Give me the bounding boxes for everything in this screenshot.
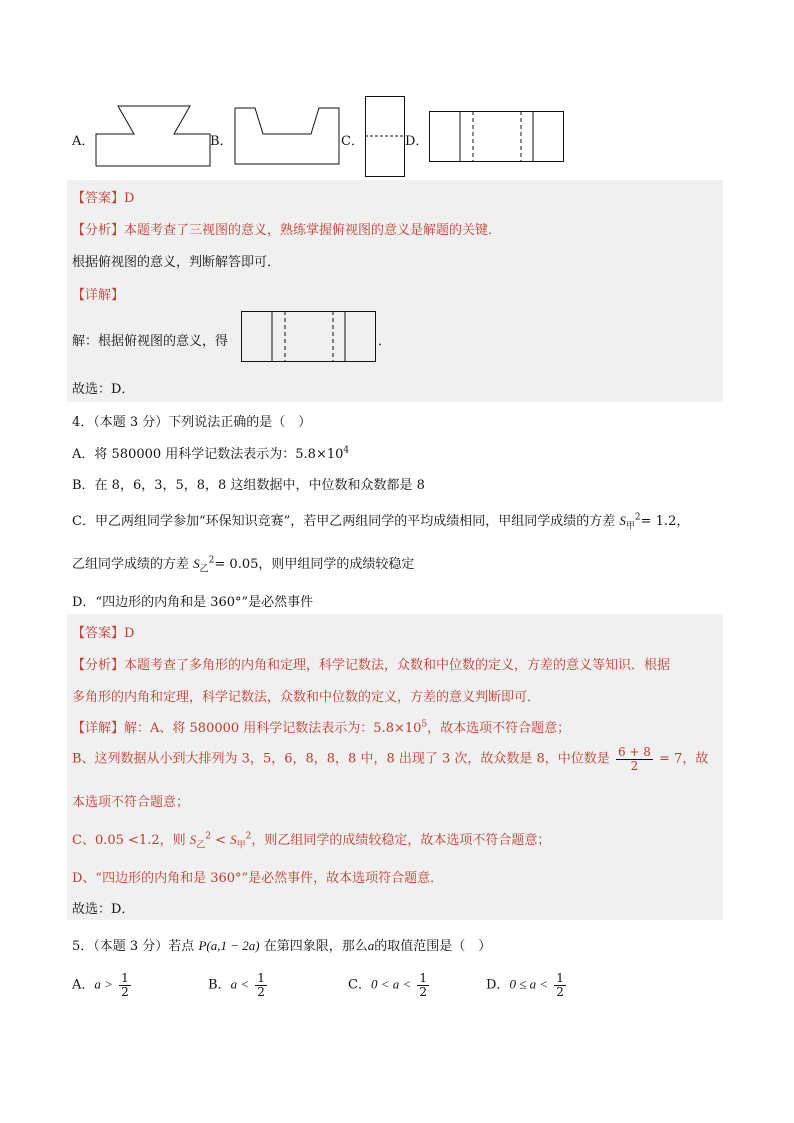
- detail-c-post: ，则乙组同学的成绩较稳定，故本选项不符合题意；: [251, 833, 551, 848]
- option-label: B．: [208, 977, 231, 993]
- q4-option-d: D．“四边形的内角和是 360°”是必然事件: [72, 595, 314, 610]
- fraction-denominator: 2: [556, 984, 564, 999]
- q5-option-a: [72, 972, 133, 998]
- q3-detail-end: ．: [378, 334, 392, 349]
- q4-option-a-text: A．将 580000 用科学记数法表示为：5.8×10: [72, 447, 344, 462]
- answer-value: D: [124, 191, 135, 206]
- variance-subscript: 甲: [236, 840, 246, 851]
- q4-detail-b: [72, 746, 708, 772]
- detail-c-text: C、0.05 <1.2，则: [72, 833, 186, 848]
- analysis-text: 本题考查了三视图的意义，熟练掌握俯视图的意义是解题的关键．: [124, 223, 502, 238]
- q4-analysis-line2: 多角形的内角和定理，科学记数法，众数和中位数的定义，方差的意义判断即可．: [72, 690, 541, 705]
- detail-b-post: = 7，故: [659, 751, 709, 767]
- q3-analysis-line2: 根据俯视图的意义，判断解答即可．: [72, 255, 281, 270]
- option-fraction: [554, 972, 566, 998]
- fraction-numerator: 1: [257, 971, 265, 985]
- variance-symbol: S: [189, 832, 197, 847]
- q4-answer: [72, 622, 134, 641]
- q5-stem-mid: 在第四象限，那么: [263, 939, 368, 954]
- variance-value: = 0.05，则甲组同学的成绩较稳定: [214, 557, 415, 572]
- option-expr: a <: [230, 976, 250, 992]
- q3-analysis: [72, 219, 501, 238]
- q4-detail-b-line2: 本选项不符合题意；: [72, 795, 190, 810]
- q4-option-c-line2-text: 乙组同学成绩的方差: [72, 557, 190, 572]
- q3-detail-text: 解：根据俯视图的意义，得: [72, 334, 229, 349]
- q4-option-b: B．在 8，6，3，5，8，8 这组数据中，中位数和众数都是 8: [72, 478, 425, 493]
- variance-symbol: S: [193, 556, 200, 571]
- answer-value: D: [124, 626, 135, 641]
- fraction-denominator: 2: [419, 984, 428, 999]
- variance-superscript: 2: [205, 831, 211, 842]
- variance-superscript: 2: [208, 555, 215, 566]
- option-expr: 0 ≤ a <: [509, 976, 549, 992]
- q5-option-c: [348, 972, 431, 998]
- detail-a-exponent: 5: [421, 719, 428, 730]
- fraction-numerator: 6 + 8: [617, 745, 651, 759]
- option-fraction: [255, 972, 267, 998]
- q3-option-b-label: B．: [210, 134, 233, 149]
- q5-stem-text: 5．（本题 3 分）若点: [72, 939, 195, 954]
- q5-point: P(a,1 − 2a): [198, 938, 260, 953]
- option-fraction: [417, 972, 429, 998]
- fraction-denominator: 2: [257, 984, 265, 999]
- q3-option-c-label: C．: [341, 134, 364, 149]
- median-fraction: [616, 746, 653, 772]
- option-label: D．: [486, 977, 510, 993]
- analysis-text: 本题考查了多角形的内角和定理，科学记数法，众数和中位数的定义，方差的意义等知识．根据: [124, 658, 671, 673]
- q3-option-a-label: A．: [72, 134, 95, 149]
- analysis-label: 【分析】: [72, 223, 125, 238]
- fraction-numerator: 1: [556, 971, 564, 985]
- analysis-label: 【分析】: [72, 658, 125, 673]
- answer-label: 【答案】: [72, 626, 125, 641]
- option-expr: a >: [94, 976, 113, 992]
- q4-detail-a: [72, 717, 570, 736]
- q4-conclusion: 故选：D．: [72, 902, 135, 917]
- q3-figure-b: [235, 108, 341, 166]
- option-expr: 0 < a <: [370, 976, 412, 992]
- detail-b-text: B、这列数据从小到大排列为 3，5，6，8，8，8 中，8 出现了 3 次，故众数是 8，中位数是: [72, 751, 610, 767]
- option-label: A．: [72, 977, 95, 993]
- q4-detail-d: D、“四边形的内角和是 360°”是必然事件，故本选项符合题意．: [72, 871, 444, 886]
- q5-variable: a: [367, 938, 375, 953]
- q5-option-d: [486, 972, 568, 998]
- answer-label: 【答案】: [72, 191, 125, 206]
- q3-answer: [72, 187, 134, 206]
- q3-detail-figure: [241, 311, 377, 363]
- q3-figure-d: [429, 111, 565, 163]
- q3-figure-c: [365, 96, 405, 178]
- q4-option-a: [72, 443, 349, 462]
- detail-label: 【详解】: [72, 721, 125, 736]
- fraction-numerator: 1: [121, 971, 129, 985]
- q5-stem: [72, 935, 491, 954]
- detail-a-post: ，故本选项不符合题意；: [427, 721, 571, 736]
- q3-detail-label: 【详解】: [72, 288, 125, 303]
- detail-a-text: 解：A、将 580000 用科学记数法表示为：5.8×10: [124, 721, 422, 736]
- q4-analysis: [72, 654, 670, 673]
- q4-option-c-line1: [72, 510, 689, 532]
- variance-value: = 1.2，: [640, 514, 690, 529]
- variance-subscript: 乙: [199, 564, 209, 575]
- variance-subscript: 甲: [625, 521, 635, 532]
- variance-superscript: 2: [245, 831, 252, 842]
- q3-conclusion: 故选：D．: [72, 382, 135, 397]
- fraction-denominator: 2: [630, 758, 639, 773]
- variance-symbol: S: [230, 832, 237, 847]
- q4-option-a-exponent: 4: [343, 445, 350, 456]
- q3-figure-a: [96, 104, 212, 168]
- q5-option-b: [208, 972, 269, 998]
- variance-symbol: S: [619, 513, 626, 528]
- q3-option-d-label: D．: [405, 134, 429, 149]
- q4-detail-c: C、0.05 <1.2，则 $S_乙^2 < S_甲^2$，则乙组同学的成绩较稳定，故本选项不符合题意；: [72, 831, 551, 851]
- q4-option-c-text: C．甲乙两组同学参加“环保知识竞赛”，若甲乙两组同学的平均成绩相同，甲组同学成绩的方差: [72, 514, 616, 529]
- variance-subscript: 乙: [196, 840, 206, 851]
- fraction-denominator: 2: [121, 984, 129, 999]
- q4-option-c-line2: [72, 553, 414, 575]
- q3-solution-block: [67, 180, 723, 402]
- q5-stem-post: 的取值范围是（ ）: [374, 939, 492, 954]
- variance-superscript: 2: [634, 512, 641, 523]
- option-label: C．: [348, 977, 371, 993]
- option-fraction: [119, 972, 131, 998]
- q4-stem: 4．（本题 3 分）下列说法正确的是（ ）: [72, 415, 312, 430]
- fraction-numerator: 1: [419, 971, 428, 985]
